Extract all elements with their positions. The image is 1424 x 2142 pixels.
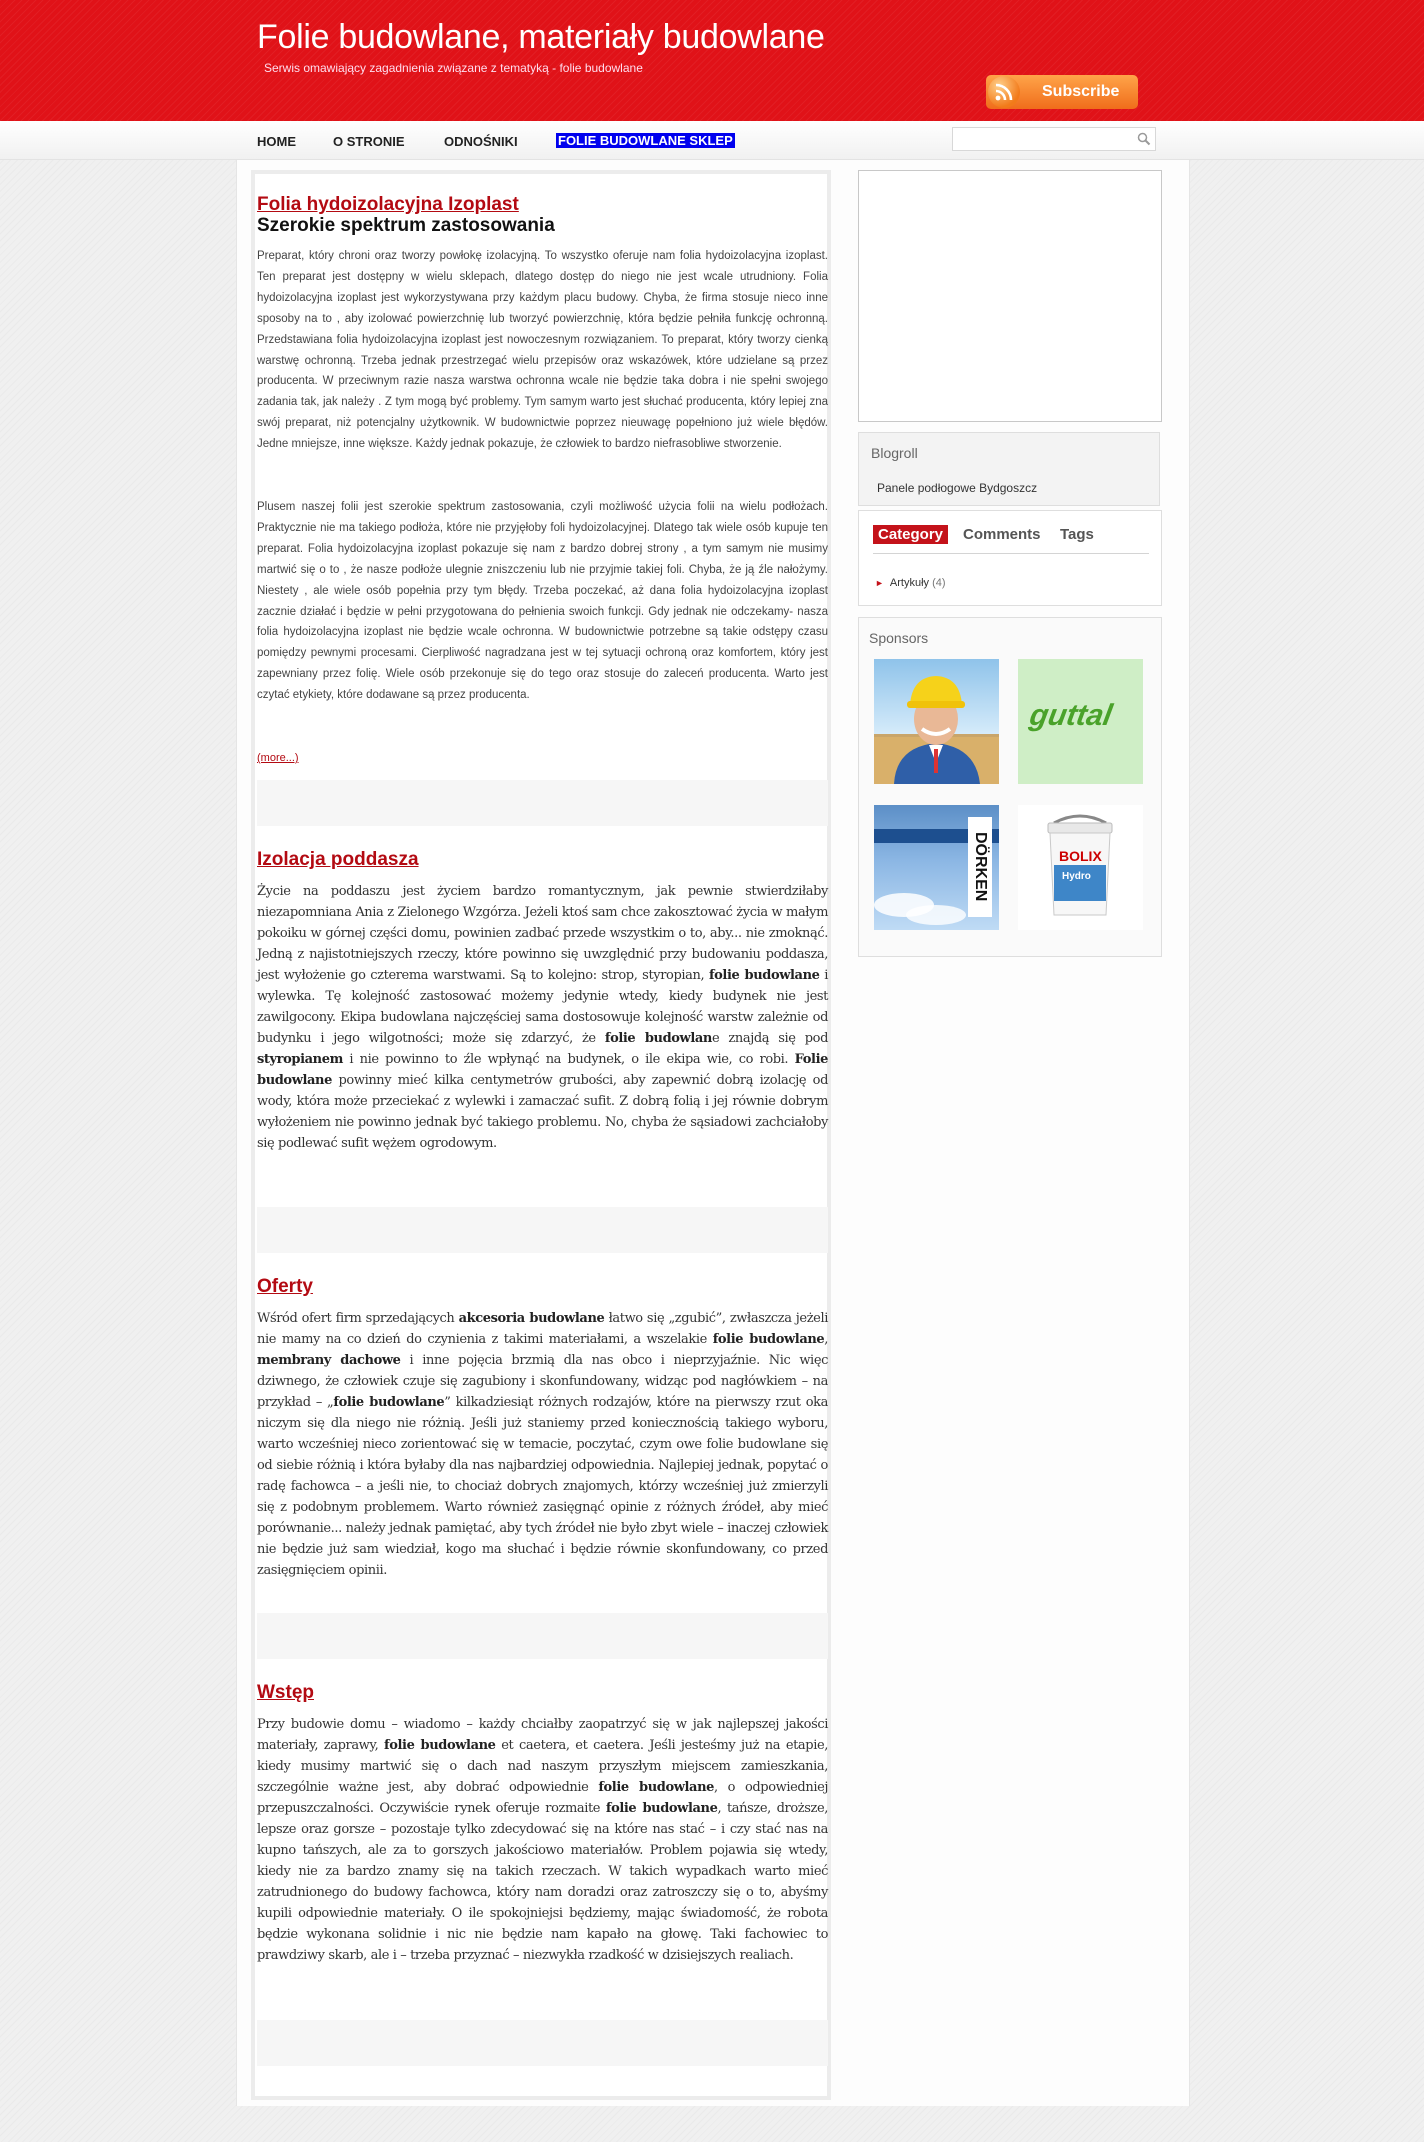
post-body <box>257 1714 828 1966</box>
post-text: powinny mieć kilka centymetrów grubości, aby zapewnić dobrą izolację od wody, która może przeciekać z wylewki i zamaczać sufit. Z dobrą folią i jej równie dobrym wyłożeniem nie powinno jednak być takiego problemu. No, chyba że sąsiadowi zachciałoby się podlewać sufit wężem ogrodowym. <box>257 1073 828 1151</box>
post-text: , <box>824 1332 829 1347</box>
tab-comments[interactable]: Comments <box>963 526 1041 543</box>
keyword-link: Folie budowlane <box>257 1052 828 1088</box>
post-text: Wśród ofert firm sprzedających <box>257 1311 459 1326</box>
post-text: łatwo się „zgubić”, zwłaszcza jeżeli nie mamy na co dzień do czynienia z takimi materiałami, a wszelakie <box>257 1311 828 1347</box>
post-title[interactable]: Oferty <box>257 1276 313 1297</box>
keyword-link: akcesoria budowlane <box>458 1311 605 1326</box>
bolix-text: BOLIX <box>1059 848 1102 864</box>
post-text: i nie powinno to źle wpłynąć na budynek, o ile ekipa wie, co robi. <box>342 1052 795 1067</box>
subscribe-label: Subscribe <box>1042 83 1120 100</box>
tab-divider <box>873 553 1149 554</box>
category-item[interactable] <box>875 577 946 589</box>
post-body <box>257 881 828 1154</box>
category-name: Artykuły <box>889 577 930 589</box>
tab-tags[interactable]: Tags <box>1060 526 1094 543</box>
search-box <box>952 127 1156 151</box>
keyword-link: folie budowlane <box>384 1738 496 1753</box>
post-footer-box <box>257 780 828 826</box>
dorken-text: DÖRKEN <box>972 832 989 902</box>
post-text: i wylewka. Tę kolejność zastosować możemy jedynie wtedy, kiedy budynek nie jest zawilgocony. Ekipa budowlana najczęściej sama dostosowuje kolejność warstw zależnie od budynku i jego wilgotności; może się zdarzyć, że <box>257 968 829 1046</box>
post-title[interactable]: Folia hydoizolacyjna Izoplast <box>257 194 519 215</box>
tab-category[interactable]: Category <box>873 525 948 544</box>
post-title[interactable]: Wstęp <box>257 1682 314 1703</box>
more-link[interactable]: (more...) <box>257 752 299 764</box>
post-text: et caetera, et caetera. Jeśli jesteśmy już na etapie, kiedy musimy martwić się o dach nad naszym przyszłym miejscem zamieszkania, szczególnie ważne jest, aby dobrać odpowiednie <box>257 1738 828 1795</box>
blogroll-title: Blogroll <box>871 445 918 461</box>
category-count: (4) <box>932 577 946 589</box>
post-body <box>257 1308 828 1581</box>
keyword-link: folie budowlane <box>333 1395 445 1410</box>
category-tabs-widget <box>858 510 1162 606</box>
post-text: e znajdą się pod <box>711 1031 829 1046</box>
post-title[interactable]: Izolacja poddasza <box>257 849 419 870</box>
keyword-link: folie budowlane <box>605 1801 718 1816</box>
post-text: , tańsze, droższe, lepsze oraz gorsze – pozostaje tylko zdecydować się na które nas stać – i czy stać nas na kupno tańszych, ale za to gorszych jakościowo materiałów. Problem pojawia się wtedy, kiedy nie za bardzo znamy się na takich rzeczach. W takich wypadkach warto mieć zatrudnionego do budowy fachowca, który nam doradzi oraz zatroszczy się o to, abyśmy kupili odpowiednie materiały. O ile spokojniejsi będziemy, mając świadomość, że robota będzie wykonana solidnie i nic nie będzie nam kapało na głowę. Taki fachowiec to prawdziwy skarb, ale i – trzeba przyznać – niezwykła rzadkość w dzisiejszych realiach. <box>257 1801 828 1963</box>
keyword-link: styropianem <box>257 1052 343 1067</box>
post-subtitle: Szerokie spektrum zastosowania <box>257 215 555 236</box>
rss-icon <box>988 76 1020 108</box>
search-input[interactable] <box>953 128 1127 150</box>
keyword-link: folie budowlane <box>598 1780 715 1795</box>
sponsor-dorken-ad[interactable] <box>874 805 999 930</box>
gutta-text: guttal <box>1027 699 1115 732</box>
bolix-sub-text: Hydro <box>1062 871 1091 882</box>
arrow-icon: ► <box>875 578 884 588</box>
post-text: ” kilkadziesiąt różnych rodzajów, które na pierwszy rzut oka niczym się dla niego nie różnią. Jeśli już staniemy przed koniecznością takiego wyboru, warto wcześniej nieco zorientować się w temacie, poczytać, czym owe folie budowlane się od siebie różnią i która byłaby dla nas najbardziej odpowiednia. Najlepiej jednak, popytać o radę fachowca – a jeśli nie, to chociaż dobrych znajomych, którzy wcześniej już zmierzyli się z podobnym problemem. Warto również zasięgnąć opinie z różnych źródeł, aby mieć porównanie... należy jednak pamiętać, aby tych źródeł nie było zbyt wiele – inaczej człowiek nie będzie już sam wiedział, kogo ma słuchać i będzie równie skonfundowany, co przed zasięgnięciem opinii. <box>257 1395 828 1578</box>
subscribe-button[interactable] <box>986 75 1138 109</box>
sponsors-title: Sponsors <box>869 630 929 646</box>
keyword-link: folie budowlan <box>604 1031 712 1046</box>
nav-o-stronie[interactable]: O STRONIE <box>333 134 405 149</box>
post-text: Życie na poddaszu jest życiem bardzo romantycznym, jak pewnie stwierdziłaby niezapomniana Ania z Zielonego Wzgórza. Jeżeli ktoś sam chce zakosztować życia w małym pokoiku w górnej części domu, powinien zadbać przede wszystkim o to, aby... nie zmoknąć. Jedną z najistotniejszych rzeczy, które powinno się uwzględnić przy budowaniu poddasza, jest wyłożenie go czterema warstwami. Są to kolejno: strop, styropian, <box>257 884 828 983</box>
sponsor-gutta-logo[interactable] <box>1018 659 1143 784</box>
blogroll-link[interactable]: Panele podłogowe Bydgoszcz <box>877 481 1038 495</box>
site-title[interactable]: Folie budowlane, materiały budowlane <box>257 18 825 56</box>
site-header <box>0 0 1424 121</box>
keyword-link: membrany dachowe <box>257 1353 401 1368</box>
post-footer-box <box>257 1207 828 1253</box>
nav-shop[interactable]: FOLIE BUDOWLANE SKLEP <box>558 133 733 148</box>
nav-odnosniki[interactable]: ODNOŚNIKI <box>444 134 518 149</box>
blogroll-widget <box>858 432 1160 506</box>
keyword-link: folie budowlane <box>708 968 820 983</box>
sponsor-builder-image[interactable] <box>874 659 999 784</box>
site-tagline: Serwis omawiający zagadnienia związane z tematyką - folie budowlane <box>264 61 643 75</box>
keyword-link: folie budowlane <box>712 1332 825 1347</box>
post-text: , o odpowiedniej przepuszczalności. Oczywiście rynek oferuje rozmaite <box>257 1780 829 1816</box>
ad-placeholder <box>858 170 1162 422</box>
post-footer-box <box>257 1613 828 1659</box>
sponsor-bolix-bucket[interactable] <box>1018 805 1143 930</box>
main-nav <box>0 121 1424 160</box>
post-paragraph: Plusem naszej folii jest szerokie spektrum zastosowania, czyli możliwość użycia folii na wielu podłożach. Praktycznie nie ma takiego podłoża, które nie przyjęłoby foli hydoizolacyjnej. Dlatego tak wiele osób kupuje ten preparat. Folia hydoizolacyjna izoplast pokazuje się nam z bardzo dobrej strony , a tym samym nie musimy martwić się o to , że nasze podłoże ulegnie zniszczeniu lub nie przyjmie takiej foli. Chyba, że ją źle nałożymy. Niestety , ale wiele osób popełnia przy tym błędy. Trzeba poczekać, aż dana folia hydoizolacyjna izoplast zacznie działać i będzie w pełni przygotowana do pełnienia swoich funkcji. Gdy jednak nie odczekamy- nasza folia hydoizolacyjna izoplast nie będzie wcale ochronna. W budownictwie potrzebne są takie odstępy czasu pomiędzy pewnymi procesami. Cierpliwość nagradzana jest w tej sytuacji ochroną oraz komfortem, który jest zapewniany przez folię. Wiele osób przekonuje się do tego oraz stosuje do zaleceń producenta. Warto jest czytać etykiety, które dodawane są przez producenta. <box>257 501 828 702</box>
post-paragraph: Preparat, który chroni oraz tworzy powłokę izolacyjną. To wszystko oferuje nam folia hydoizolacyjna izoplast. Ten preparat jest dostępny w wielu sklepach, dlatego dostęp do niego nie jest wcale utrudniony. Folia hydoizolacyjna izoplast jest wykorzystywana przy każdym placu budowy. Chyba, że firma stosuje nieco inne sposoby na to , aby izolować powierzchnię lub tworzyć powierzchnię, która będzie pełniła funkcję ochronną. Przedstawiana folia hydoizolacyjna izoplast jest nowoczesnym rozwiązaniem. To preparat, który tworzy cienką warstwę ochronną. Trzeba jednak przestrzegać wielu przepisów oraz wskazówek, które udzielane są przez producenta. W przeciwnym razie nasza warstwa ochronna wcale nie będzie taka dobra i nie spełni swojego zadania tak, jak należy . Z tym mogą być problemy. Tym samym warto jest słuchać producenta, który lepiej zna swój preparat, niż potencjalny użytkownik. W budownictwie poprzez nieuwagę popełniono już wiele błędów. Jedne mniejsze, inne większe. Każdy jednak pokazuje, że człowiek to bardzo niefrasobliwe stworzenie. <box>257 250 828 451</box>
nav-home[interactable]: HOME <box>257 134 296 149</box>
post-footer-box <box>257 2020 828 2066</box>
post-text: Przy budowie domu – wiadomo – każdy chciałby zaopatrzyć się w jak najlepszej jakości materiały, zaprawy, <box>257 1717 828 1753</box>
post-text: i inne pojęcia brzmią dla nas obco i nieprzyjaźnie. Nic więc dziwnego, że człowiek czuje się zagubiony i skonfundowany, widząc pod nagłówkiem – na przykład – „ <box>257 1353 828 1410</box>
search-icon[interactable] <box>1137 132 1151 146</box>
